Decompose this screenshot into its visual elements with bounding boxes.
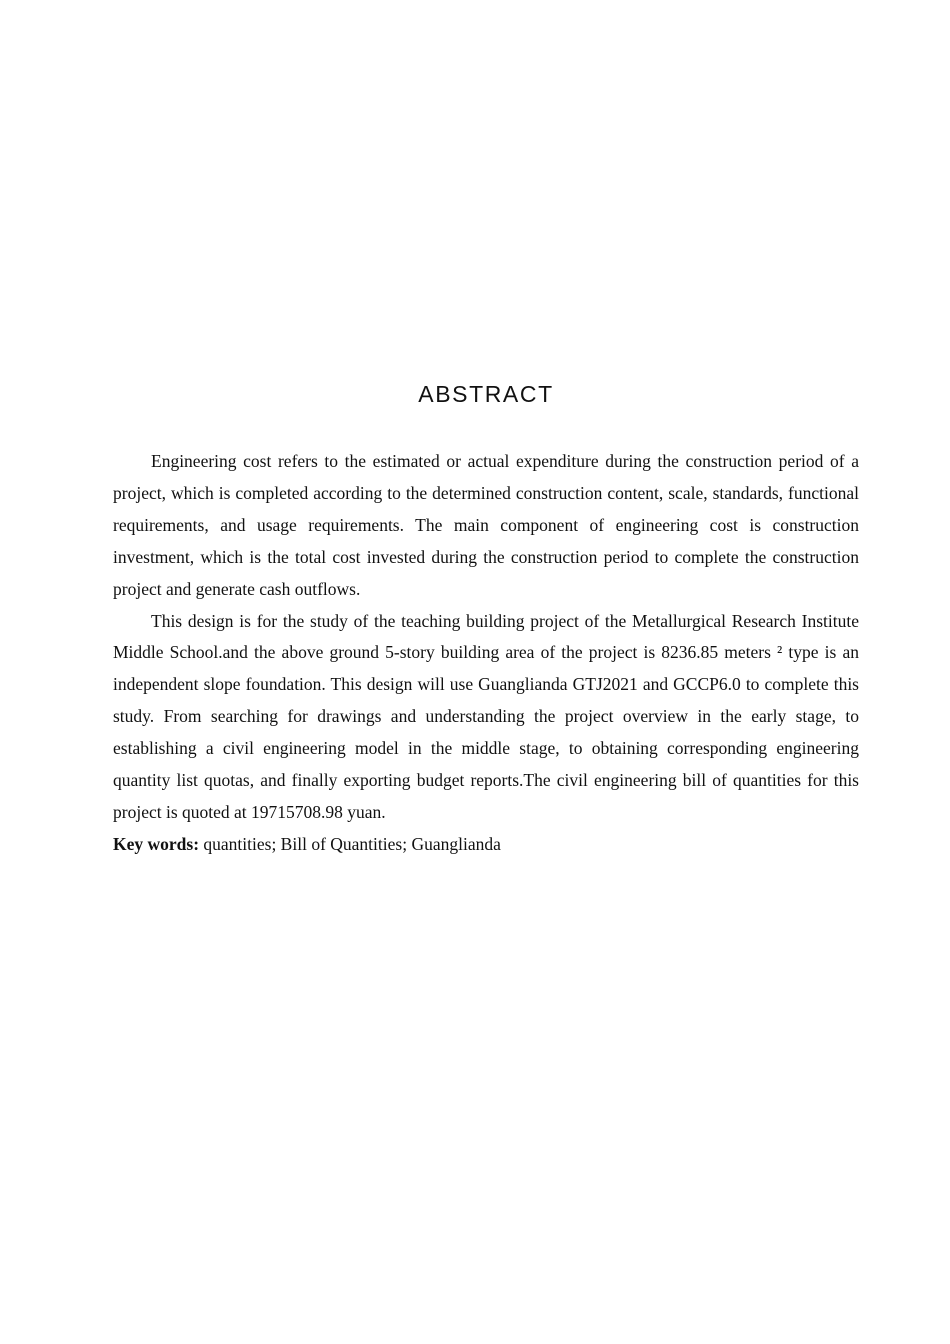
abstract-paragraph-1: Engineering cost refers to the estimated or actual expenditure during the construction period of a project, which is completed according to the determined construction content, scale, standards, functional requirements, and usage requirements. The main component of engineering cost is construction investment, which is the total cost invested during the construction period to complete the construction project and generate cash outflows. <box>113 451 859 599</box>
abstract-paragraph-2: This design is for the study of the teaching building project of the Metallurgical Research Institute Middle School.and the above ground 5-story building area of the project is 8236.85 meters ² type is an independent slope foundation. This design will use Guanglianda GTJ2021 and GCCP6.0 to complete this study. From searching for drawings and understanding the project overview in the early stage, to establishing a civil engineering model in the middle stage, to obtaining corresponding engineering quantity list quotas, and finally exporting budget reports.The civil engineering bill of quantities for this project is quoted at 19715708.98 yuan. <box>113 610 859 822</box>
keywords-line <box>113 829 859 861</box>
abstract-body <box>113 446 859 861</box>
abstract-title: ABSTRACT <box>418 381 554 407</box>
keywords-label: Key words: <box>113 833 200 854</box>
keywords-text: quantities; Bill of Quantities; Guanglianda <box>203 833 501 854</box>
